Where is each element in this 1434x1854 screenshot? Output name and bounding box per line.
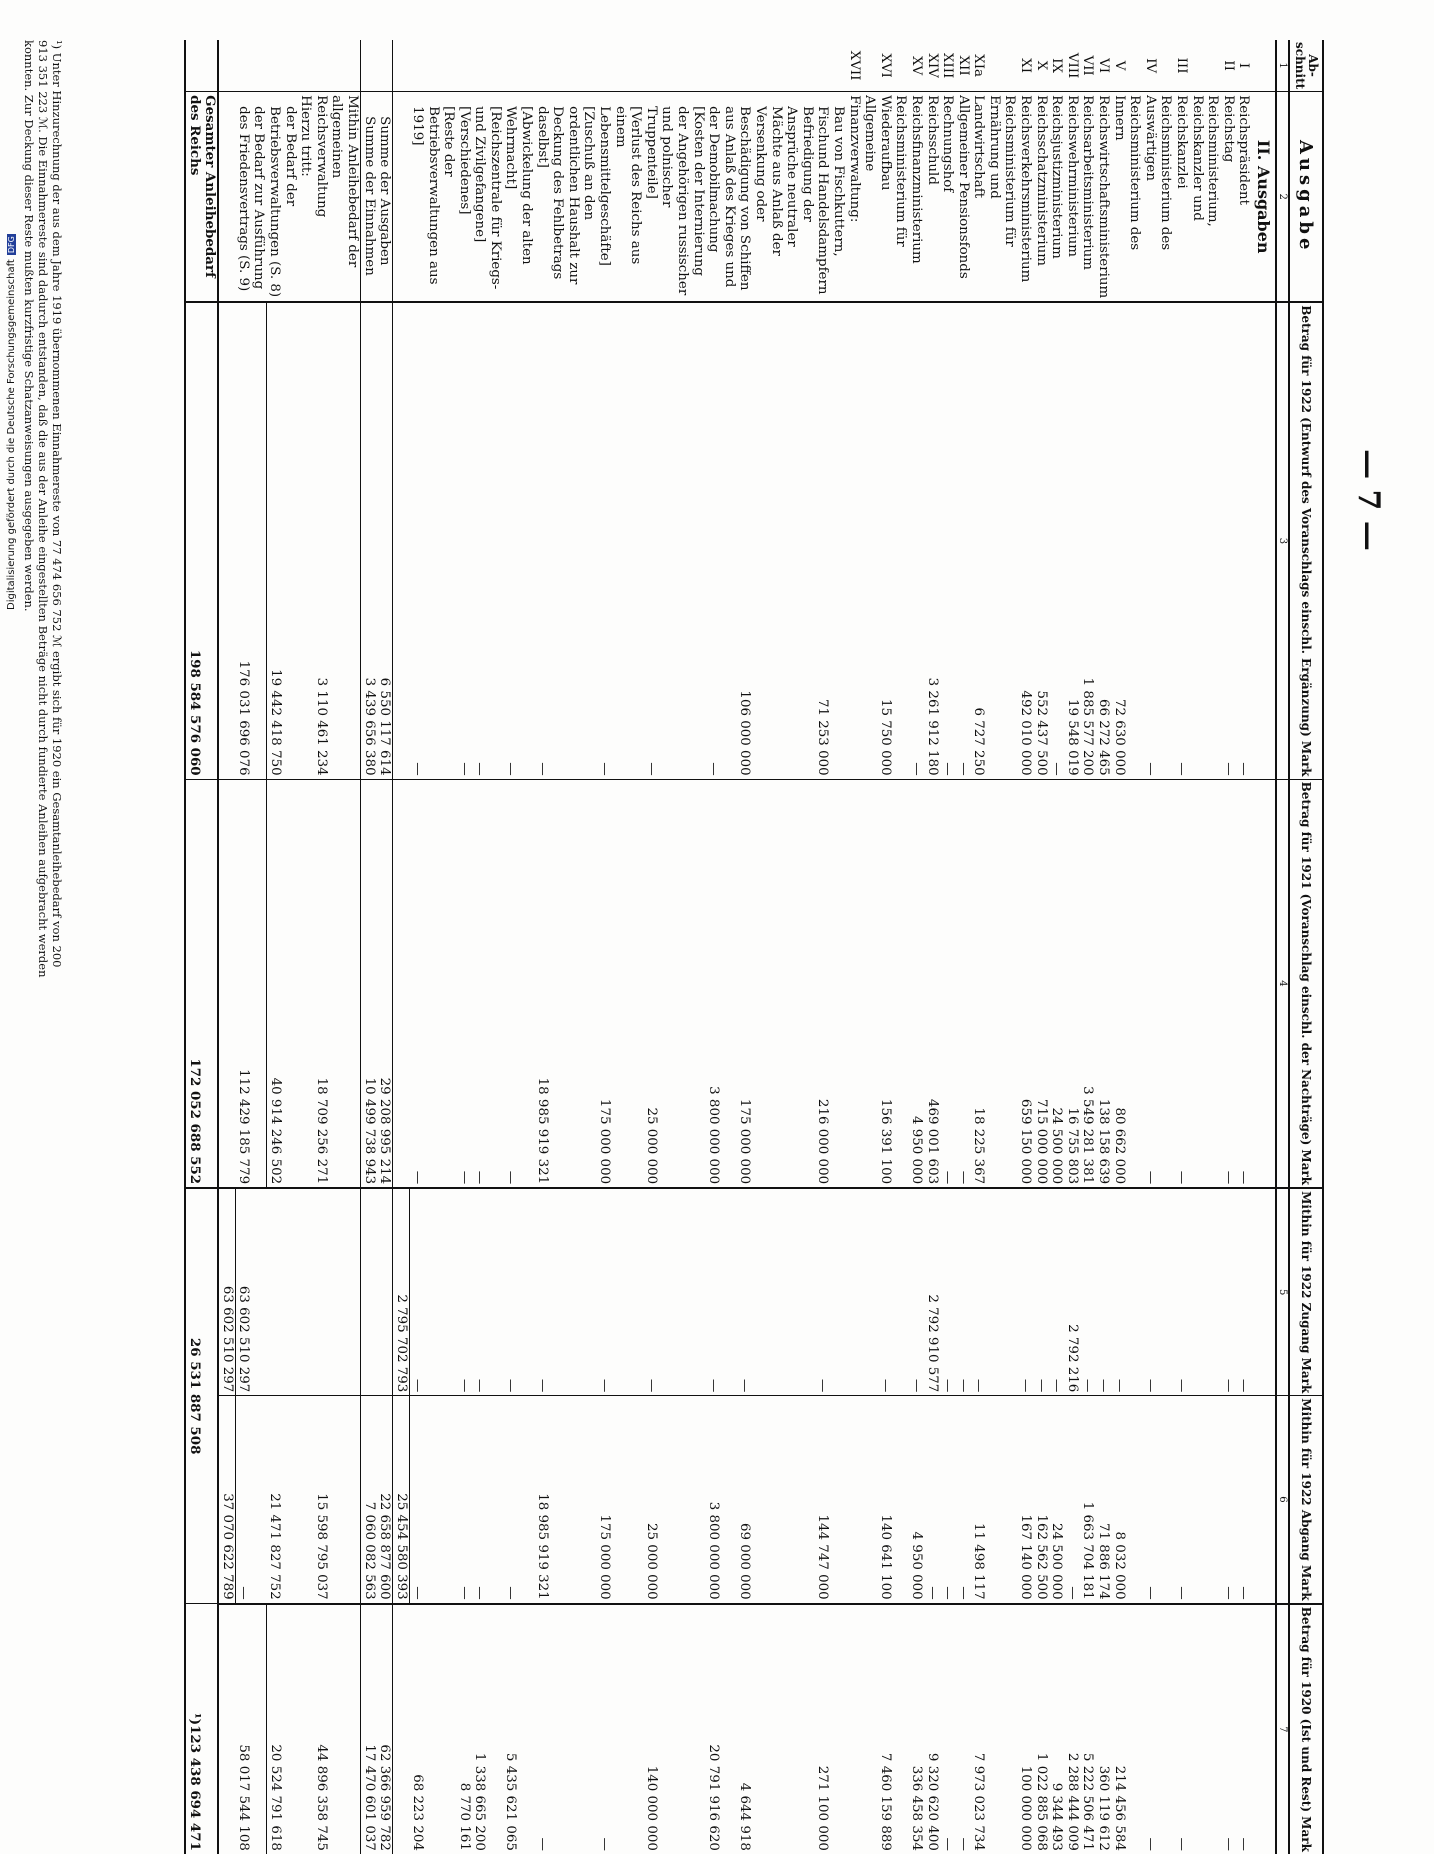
amount-1920: — (940, 1837, 956, 1851)
amount-1922: — (908, 302, 924, 779)
table-row (596, 40, 643, 1854)
mithin-1922: 3 110 461 234 (313, 302, 360, 779)
row-number: XV (908, 40, 924, 92)
table-row (456, 40, 472, 1854)
betrieb-1922: 19 442 418 750 (267, 302, 298, 779)
amount-1921: 175 000 000 (737, 779, 815, 1188)
amount-1922: — (534, 302, 596, 779)
section-title: II. Ausgaben (1251, 92, 1276, 303)
total-row (185, 40, 218, 1854)
betrieb-1921: 40 914 246 502 (267, 779, 298, 1188)
amount-zugang: — (815, 1188, 846, 1396)
amount-1920: 8 770 161 (456, 1782, 472, 1851)
row-label: Reichspräsident (1236, 92, 1252, 303)
amount-abgang: 167 140 000 (1018, 1396, 1034, 1604)
betrieb-abgang: 21 471 827 752 (267, 1396, 298, 1604)
row-number: III (1173, 40, 1220, 92)
amount-zugang: — (706, 1188, 737, 1396)
amount-abgang: — (472, 1396, 503, 1604)
row-number (472, 40, 503, 92)
amount-1920: — (1174, 1837, 1190, 1851)
amount-abgang: 24 500 000 (1049, 1396, 1065, 1604)
row-label: Befriedigung der Ansprüche neutraler Mächte aus Anlaß der Versenkung oder Beschädigung von Schiffen (737, 92, 815, 303)
row-number (706, 40, 737, 92)
amount-zugang: — (955, 1188, 971, 1396)
sum-ausgaben-1922: 6 550 117 614 (377, 302, 393, 779)
extra-row (393, 40, 410, 1854)
amount-1920: — (597, 1837, 613, 1851)
amount-zugang: — (1220, 1188, 1236, 1396)
sum-ausgaben-label: Summe der Ausgaben (377, 92, 393, 303)
colnum: 3 (1276, 302, 1289, 779)
amount-abgang (846, 1396, 877, 1604)
amount-zugang: — (1095, 1188, 1111, 1396)
amount-zugang: — (1049, 1188, 1065, 1396)
amount-zugang: — (456, 1188, 472, 1396)
digitization-credit (6, 234, 17, 610)
row-number: VII (1080, 40, 1096, 92)
amount-zugang: — (503, 1188, 534, 1396)
amount-zugang: — (877, 1188, 908, 1396)
amount-abgang: — (409, 1396, 456, 1604)
frieden-label: der Bedarf zur Ausführung des Friedensvertrags (S. 9) (235, 92, 266, 303)
sum-ausgaben-1921: 29 208 995 214 (377, 779, 393, 1188)
amount-1920: 1 022 885 068 (1033, 1752, 1049, 1851)
colnum: 1 (1276, 40, 1289, 92)
sum-einnahmen-label: Summe der Einnahmen (361, 92, 377, 303)
row-label: Reichsverkehrsministerium (1018, 92, 1034, 303)
table-row (924, 40, 940, 1854)
amount-1922: 71 253 000 (815, 302, 846, 779)
amount-1921: — (940, 779, 956, 1188)
amount-1922: — (503, 302, 534, 779)
table-row (1033, 40, 1049, 1854)
amount-zugang: — (1080, 1188, 1096, 1396)
amount-abgang: — (955, 1396, 971, 1604)
amount-abgang: — (1220, 1396, 1236, 1604)
sum-einnahmen-1922: 3 439 656 380 (361, 302, 377, 779)
amount-1920: 68 223 204 (409, 1774, 425, 1851)
amount-abgang: 25 000 000 (643, 1396, 705, 1604)
amount-1921: — (456, 779, 472, 1188)
frieden-1921: 112 429 185 779 (235, 779, 266, 1188)
row-number (596, 40, 643, 92)
amount-1920 (846, 1604, 877, 1854)
amount-1922: 552 437 500 (1033, 302, 1049, 779)
colnum: 2 (1276, 92, 1289, 303)
amount-zugang (846, 1188, 877, 1396)
row-number: XIa (971, 40, 1018, 92)
amount-1921: 715 000 000 (1033, 779, 1049, 1188)
row-number (643, 40, 705, 92)
betrieb-1920: 20 524 791 618 (267, 1744, 283, 1851)
amount-1922: — (472, 302, 503, 779)
row-number: XVII (846, 40, 877, 92)
amount-1921: 80 662 000 (1111, 779, 1142, 1188)
frieden-sub-zugang: 63 602 510 297 (218, 1188, 235, 1396)
row-number (409, 40, 456, 92)
sum-einnahmen-1921: 10 499 738 943 (361, 779, 377, 1188)
row-number: V (1111, 40, 1142, 92)
amount-abgang: 4 950 000 (908, 1396, 924, 1604)
amount-1922: — (1173, 302, 1220, 779)
amount-1920: 7 460 159 889 (877, 1752, 893, 1851)
table-row (472, 40, 503, 1854)
row-number (737, 40, 815, 92)
betrieb-row (267, 40, 298, 1854)
amount-1920: 140 000 000 (643, 1765, 659, 1851)
table-row (1111, 40, 1142, 1854)
row-label: Reichswehrministerium (1064, 92, 1080, 303)
row-label: [Reste der Betriebsverwaltungen aus 1919] (409, 92, 456, 303)
amount-zugang: — (737, 1188, 815, 1396)
row-number (503, 40, 534, 92)
row-number: XI (1018, 40, 1034, 92)
table-row (737, 40, 815, 1854)
amount-1921: 216 000 000 (815, 779, 846, 1188)
amount-abgang: 1 663 704 181 (1080, 1396, 1096, 1604)
hierzu-label: Hierzu tritt: (298, 92, 314, 303)
amount-1921: — (409, 779, 456, 1188)
row-label: [Kosten der Internierung der Angehörigen russischer und polnischer Truppenteile] (643, 92, 705, 303)
total-net-change: 26 531 887 508 (185, 1188, 218, 1604)
amount-1920: — (1236, 1837, 1252, 1851)
header-zugang: Mithin für 1922 Zugang Mark (1289, 1188, 1323, 1396)
amount-abgang: — (940, 1396, 956, 1604)
extra-zugang: 2 795 702 793 (393, 1188, 410, 1396)
total-1920: ¹)123 438 694 471 (185, 1604, 218, 1854)
row-label: Reichsministerium des Auswärtigen (1142, 92, 1173, 303)
row-number: X (1033, 40, 1049, 92)
amount-zugang: — (1173, 1188, 1220, 1396)
amount-zugang: — (1033, 1188, 1049, 1396)
row-number: XII (955, 40, 971, 92)
credit-text: Digitalisierung gefördert durch die Deutsche Forschungsgemeinschaft (6, 259, 17, 610)
total-label: Gesamter Anleihebedarf des Reichs (185, 92, 218, 303)
amount-1921: 175 000 000 (596, 779, 643, 1188)
header-row (1289, 40, 1323, 1854)
row-number: VIII (1064, 40, 1080, 92)
table-row (955, 40, 971, 1854)
table-row (877, 40, 908, 1854)
row-label: Reichstag (1220, 92, 1236, 303)
header-abgang: Mithin für 1922 Abgang Mark (1289, 1396, 1323, 1604)
amount-1921: — (1173, 779, 1220, 1188)
amount-1920: — (1220, 1837, 1236, 1851)
table-row (1236, 40, 1252, 1854)
amount-1921: 18 985 919 321 (534, 779, 596, 1188)
amount-abgang: 8 032 000 (1111, 1396, 1142, 1604)
table-row (503, 40, 534, 1854)
amount-zugang: — (643, 1188, 705, 1396)
amount-1922 (846, 302, 877, 779)
amount-1921: 4 950 000 (908, 779, 924, 1188)
row-label: aus Anlaß des Krieges und der Demobilmachung (706, 92, 737, 303)
row-number: IX (1049, 40, 1065, 92)
amount-zugang: — (940, 1188, 956, 1396)
amount-1922: 19 548 019 (1064, 302, 1080, 779)
amount-abgang: 71 886 174 (1095, 1396, 1111, 1604)
amount-abgang: 3 800 000 000 (706, 1396, 737, 1604)
mithin-1920: 44 896 358 745 (313, 1604, 360, 1854)
amount-1921: 25 000 000 (643, 779, 705, 1188)
amount-1920: 360 119 612 (1096, 1765, 1112, 1851)
sum-ausgaben-row (377, 40, 393, 1854)
amount-1921 (846, 779, 877, 1188)
header-1922: Betrag für 1922 (Entwurf des Voranschlags einschl. Ergänzung) Mark (1289, 302, 1323, 779)
amount-1920: 9 320 620 400 (924, 1752, 940, 1851)
row-number (815, 40, 846, 92)
row-label: [Abwickelung der alten Wehrmacht] (503, 92, 534, 303)
section-row (1251, 40, 1276, 1854)
amount-1920: 9 344 493 (1049, 1782, 1065, 1851)
table-row (1064, 40, 1080, 1854)
amount-1921: 138 158 639 (1095, 779, 1111, 1188)
sum-einnahmen-1920: 17 470 601 037 (361, 1744, 377, 1851)
amount-zugang: — (409, 1188, 456, 1396)
sum-einnahmen-abgang: 7 060 082 563 (361, 1396, 377, 1604)
amount-1921: 16 755 803 (1064, 779, 1080, 1188)
amount-1921: — (1142, 779, 1173, 1188)
amount-1920: 1 338 665 200 (472, 1752, 488, 1851)
row-number: XVI (877, 40, 908, 92)
amount-1920: 7 973 023 734 (971, 1752, 987, 1851)
amount-abgang: 18 985 919 321 (534, 1396, 596, 1604)
amount-1920: — (955, 1837, 971, 1851)
amount-1921: 469 001 603 (924, 779, 940, 1188)
row-label: Reichsjustizministerium (1049, 92, 1065, 303)
frieden-row (235, 40, 266, 1854)
colnum: 4 (1276, 779, 1289, 1188)
amount-1922: 492 010 000 (1018, 302, 1034, 779)
row-number: XIV (924, 40, 940, 92)
amount-zugang: — (1018, 1188, 1034, 1396)
amount-1922: 66 272 465 (1095, 302, 1111, 779)
frieden-1922: 176 031 696 076 (235, 302, 266, 779)
header-abschnitt: Ab-schnitt (1289, 40, 1323, 92)
footnote: ¹) Unter Hinzurechnung der aus dem Jahre 1919 übernommenen Einnahmereste von 77 474 656 752 ℳ ergibt sich für 1920 ein Gesamtanleihebedarf von 200 913 351 223 ℳ. Die Einnahmereste sind dadurch entstanden, daß die aus der Anleihe eingestellten Beträge nicht durch fundierte Anleihen aufgebracht werden konnten. Zur Deckung dieser Reste mußten kurzfristige Schatzanweisungen ausgegeben werden. (22, 40, 64, 978)
table-row (534, 40, 596, 1854)
amount-1922: — (456, 302, 472, 779)
row-label: Reichsministerium, Reichskanzler und Reichskanzlei (1173, 92, 1220, 303)
row-label: [Zuschuß an den ordentlichen Haushalt zur Deckung des Fehlbetrags daselbst] (534, 92, 596, 303)
amount-1922: — (596, 302, 643, 779)
amount-1920: 214 456 584 (1111, 1765, 1127, 1851)
row-label: [Verlust des Reichs aus einem Lebensmittelgeschäfte] (596, 92, 643, 303)
frieden-zugang: 63 602 510 297 (235, 1188, 266, 1396)
amount-1922: — (643, 302, 705, 779)
row-label: Reichswirtschaftsministerium (1095, 92, 1111, 303)
amount-1922: — (706, 302, 737, 779)
amount-1922: 6 727 250 (971, 302, 1018, 779)
colnum: 5 (1276, 1188, 1289, 1396)
amount-1922: 3 261 912 180 (924, 302, 940, 779)
colnum: 6 (1276, 1396, 1289, 1604)
amount-zugang: 2 792 216 (1064, 1188, 1080, 1396)
table-row (846, 40, 877, 1854)
amount-abgang: 11 498 117 (971, 1396, 1018, 1604)
page-number: — 7 — (1351, 449, 1386, 551)
amount-zugang: — (472, 1188, 503, 1396)
amount-abgang: 69 000 000 (737, 1396, 815, 1604)
amount-abgang: 144 747 000 (815, 1396, 846, 1604)
amount-1920: 5 435 621 065 (503, 1752, 519, 1851)
amount-1922: — (1220, 302, 1236, 779)
table-row (1173, 40, 1220, 1854)
frieden-abgang: — (235, 1396, 266, 1604)
amount-zugang: — (1111, 1188, 1142, 1396)
amount-zugang: — (971, 1188, 1018, 1396)
row-number: VI (1095, 40, 1111, 92)
colnum: 7 (1276, 1604, 1289, 1854)
row-label: Reichsarbeitsministerium (1080, 92, 1096, 303)
row-label: Allgemeiner Pensionsfonds (955, 92, 971, 303)
amount-abgang: 140 641 100 (877, 1396, 908, 1604)
mithin-row (313, 40, 360, 1854)
amount-1922: 1 885 577 200 (1080, 302, 1096, 779)
amount-abgang: — (1064, 1396, 1080, 1604)
row-label: Reichsfinanzministerium (908, 92, 924, 303)
amount-1922: 15 750 000 (877, 302, 908, 779)
amount-1921: 3 800 000 000 (706, 779, 737, 1188)
hierzu-row (298, 40, 314, 1854)
amount-abgang: — (1142, 1396, 1173, 1604)
row-label: Reichsschuld (924, 92, 940, 303)
table-row (1049, 40, 1065, 1854)
row-label: Reichsministerium für Wiederaufbau (877, 92, 908, 303)
amount-abgang: — (924, 1396, 940, 1604)
row-label: Allgemeine Finanzverwaltung: (846, 92, 877, 303)
amount-1921: 18 225 367 (971, 779, 1018, 1188)
amount-1920: 271 100 000 (815, 1765, 831, 1851)
row-number: II (1220, 40, 1236, 92)
row-number: I (1236, 40, 1252, 92)
row-number (456, 40, 472, 92)
row-label: Rechnungshof (940, 92, 956, 303)
amount-1921: — (955, 779, 971, 1188)
row-number (534, 40, 596, 92)
table-row (1142, 40, 1173, 1854)
table-row (643, 40, 705, 1854)
amount-1921: 24 500 000 (1049, 779, 1065, 1188)
amount-zugang: — (908, 1188, 924, 1396)
amount-1922: — (1236, 302, 1252, 779)
total-1921: 172 052 688 552 (185, 779, 218, 1188)
summary-body (185, 40, 409, 1854)
amount-1920: — (534, 1837, 550, 1851)
sum-ausgaben-1920: 62 366 959 782 (377, 1604, 393, 1854)
amount-abgang: — (456, 1396, 472, 1604)
table-row (1220, 40, 1236, 1854)
amount-abgang: 175 000 000 (596, 1396, 643, 1604)
amount-1922: — (1049, 302, 1065, 779)
betrieb-label: der Bedarf der Betriebsverwaltungen (S. 8) (267, 92, 298, 303)
row-label: Bau von Fischkuttern, Fischund Handelsdampfern (815, 92, 846, 303)
amount-1922: 106 000 000 (737, 302, 815, 779)
amount-abgang: — (503, 1396, 534, 1604)
amount-1921: — (1220, 779, 1236, 1188)
header-ausgabe: Ausgabe (1289, 92, 1323, 303)
frieden-subtotal-row (218, 40, 235, 1854)
amount-1920: 2 288 444 009 (1064, 1752, 1080, 1851)
amount-abgang: — (1236, 1396, 1252, 1604)
table-row (971, 40, 1018, 1854)
amount-1920: 336 458 354 (908, 1765, 924, 1851)
table-row (940, 40, 956, 1854)
budget-table (184, 40, 1324, 1854)
amount-zugang: 2 792 910 577 (924, 1188, 940, 1396)
amount-1920: 5 222 506 471 (1080, 1752, 1096, 1851)
amount-zugang: — (1142, 1188, 1173, 1396)
amount-1920: 20 791 916 620 (706, 1744, 722, 1851)
amount-1922: 72 630 000 (1111, 302, 1142, 779)
amount-1920: 4 644 918 (737, 1782, 753, 1851)
amount-1921: — (503, 779, 534, 1188)
amount-1922: — (409, 302, 456, 779)
header-1920: Betrag für 1920 (Ist und Rest) Mark (1289, 1604, 1323, 1854)
row-label: [Reichszentrale für Kriegs- und Zivilgefangene] (472, 92, 503, 303)
amount-1921: 156 391 100 (877, 779, 908, 1188)
frieden-1920: 58 017 544 108 (235, 1604, 266, 1854)
column-number-row (1276, 40, 1289, 1854)
frieden-sub-abgang: 37 070 622 789 (218, 1396, 235, 1604)
row-label: Reichsministerium des Innern (1111, 92, 1142, 303)
amount-abgang: — (1173, 1396, 1220, 1604)
table-row (908, 40, 924, 1854)
amount-1922: — (1142, 302, 1173, 779)
row-label: Reichsschatzministerium (1033, 92, 1049, 303)
mithin-label: Mithin Anleihebedarf der allgemeinen Reichsverwaltung (313, 92, 360, 303)
table-row (706, 40, 737, 1854)
amount-zugang: — (596, 1188, 643, 1396)
row-label: [Verschiedenes] (456, 92, 472, 303)
amount-zugang: — (534, 1188, 596, 1396)
total-1922: 198 584 576 060 (185, 302, 218, 779)
row-label: Reichsministerium für Ernährung und Landwirtschaft (971, 92, 1018, 303)
dfg-logo-icon: DFG (7, 236, 16, 254)
row-number: IV (1142, 40, 1173, 92)
table-row (409, 40, 456, 1854)
amount-1921: 3 549 281 381 (1080, 779, 1096, 1188)
amount-1921: — (1236, 779, 1252, 1188)
amount-1920: — (1142, 1837, 1158, 1851)
sum-einnahmen-row (361, 40, 377, 1854)
amount-1921: 659 150 000 (1018, 779, 1034, 1188)
amount-1922: — (955, 302, 971, 779)
table-row (815, 40, 846, 1854)
mithin-1921: 18 709 256 271 (313, 779, 360, 1188)
amount-1921: — (472, 779, 503, 1188)
amount-abgang: 162 562 500 (1033, 1396, 1049, 1604)
table-body (409, 40, 1276, 1854)
amount-1920: 100 000 000 (1018, 1765, 1034, 1851)
mithin-abgang: 15 598 795 037 (313, 1396, 360, 1604)
table-row (1018, 40, 1034, 1854)
amount-zugang: — (1236, 1188, 1252, 1396)
table-row (1080, 40, 1096, 1854)
header-1921: Betrag für 1921 (Voranschlag einschl. der Nachträge) Mark (1289, 779, 1323, 1188)
row-number: XIII (940, 40, 956, 92)
sum-ausgaben-abgang: 22 658 877 600 (377, 1396, 393, 1604)
table-row (1095, 40, 1111, 1854)
extra-abgang: 25 454 580 393 (393, 1396, 410, 1604)
amount-1922: — (940, 302, 956, 779)
